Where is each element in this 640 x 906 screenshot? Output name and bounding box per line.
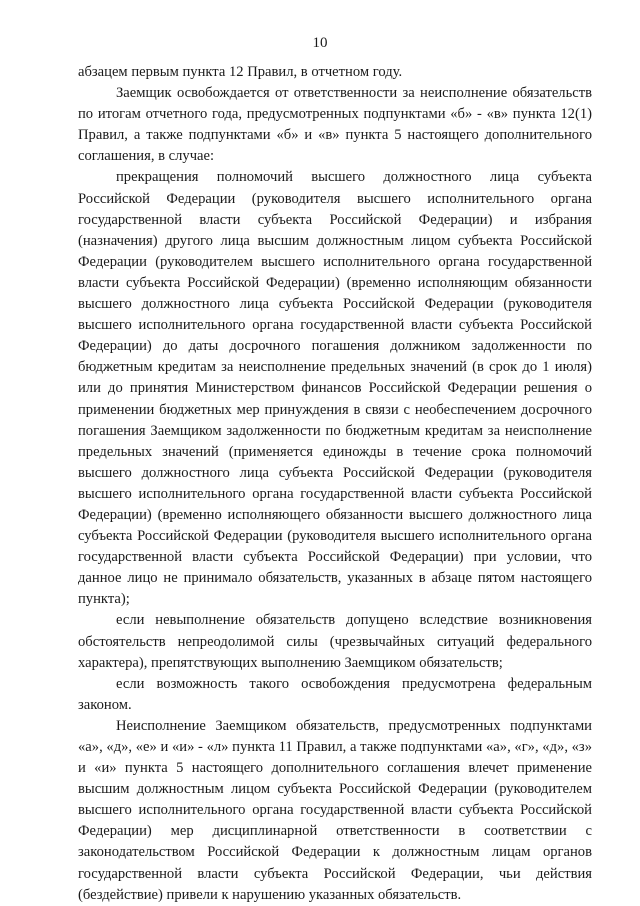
paragraph-exemption-intro: Заемщик освобождается от ответственности за неисполнение обязательств по итогам отчетного года, предусмотренных подпунктами «б» - «в» пункта 12(1) Правил, а также подпунктами «б» и «в» пункта 5 настоящего дополнительного соглашения, в случае:: [78, 85, 592, 165]
paragraph-termination-of-powers: прекращения полномочий высшего должностного лица субъекта Российской Федерации (руководителя высшего исполнительного органа государственной власти субъекта Российской Федерации) и избрания (назначения) другого лица высшим должностным лицом субъекта Российской Федерации (руководителем высшего исполнительного органа государственной власти субъекта Российской Федерации) (временно исполняющим обязанности высшего должностного лица субъекта Российской Федерации (руководителя высшего исполнительного органа государственной власти субъекта Российской Федерации) до даты досрочного погашения должником задолженности по бюджетным кредитам за неисполнение предельных значений (в срок до 1 июля) или до принятия Министерством финансов Российской Федерации решения о применении бюджетных мер принуждения в связи с необеспечением досрочного погашения Заемщиком задолженности по бюджетным кредитам за неисполнение предельных значений (применяется единожды в течение срока полномочий высшего должностного лица субъекта Российской Федерации (руководителя высшего исполнительного органа государственной власти субъекта Российской Федерации) (временно исполняющего обязанности высшего должностного лица субъекта Российской Федерации (руководителя высшего исполнительного органа государственной власти субъекта Российской Федерации) при условии, что данное лицо не принимало обязательств, указанных в абзаце пятом настоящего пункта);: [78, 169, 592, 608]
paragraph-continuation: абзацем первым пункта 12 Правил, в отчетном году.: [78, 64, 403, 80]
paragraph-disciplinary-liability: Неисполнение Заемщиком обязательств, предусмотренных подпунктами «а», «д», «е» и «и» - «л» пункта 11 Правил, а также подпунктами «а», «г», «д», «з» и «и» пункта 5 настоящего дополнительного соглашения влечет применение высшим должностным лицом субъекта Российской Федерации (руководителем высшего исполнительного органа государственной власти субъекта Российской Федерации) мер дисциплинарной ответственности в соответствии с законодательством Российской Федерации к должностным лицам органов государственной власти субъекта Российской Федерации, чьи действия (бездействие) привели к нарушению указанных обязательств.: [78, 717, 592, 903]
page-number: 10: [312, 35, 328, 51]
document-body: [78, 62, 592, 906]
paragraph-federal-law: если возможность такого освобождения предусмотрена федеральным законом.: [78, 675, 592, 713]
paragraph-force-majeure: если невыполнение обязательств допущено вследствие возникновения обстоятельств непреодолимой силы (чрезвычайных ситуаций федерального характера), препятствующих выполнению Заемщиком обязательств;: [78, 612, 592, 671]
